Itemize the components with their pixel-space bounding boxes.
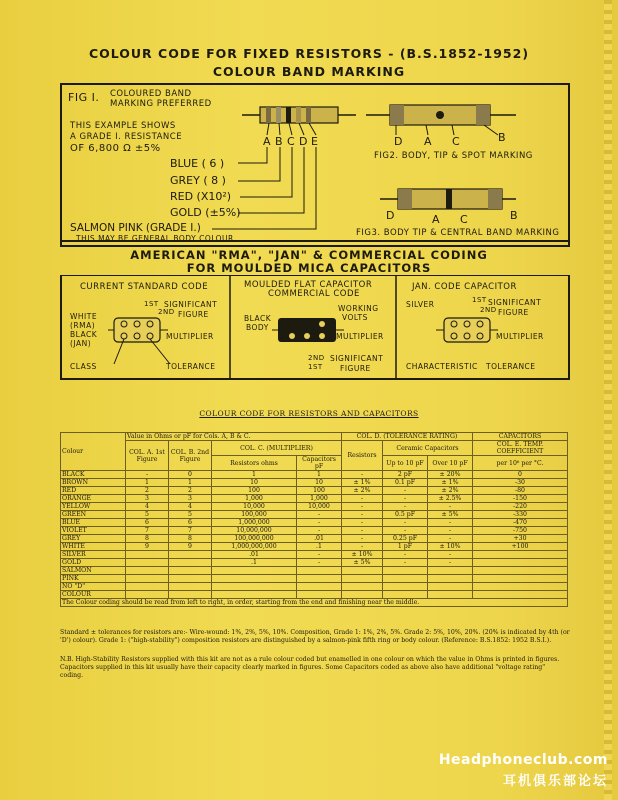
colour-name-cell: GREY: [61, 535, 126, 543]
table-cell: [297, 575, 342, 583]
mica-flat-black-label: BLACK: [244, 314, 272, 323]
mica-jan-second-label: 2ND: [480, 306, 497, 314]
table-cell: [297, 591, 342, 599]
mica-heading-2: FOR MOULDED MICA CAPACITORS: [186, 261, 432, 275]
header-col-e-2: COL. E. TEMP. COEFFICIENT: [473, 441, 568, 456]
table-cell: 7: [126, 527, 169, 535]
fig3-letter-a: A: [432, 213, 441, 226]
table-cell: [342, 591, 383, 599]
table-cell: [297, 583, 342, 591]
mica-tolerance-label: TOLERANCE: [166, 362, 216, 371]
header-up-to-10: Up to 10 pF: [383, 456, 428, 471]
table-row: [61, 583, 568, 591]
fig1-colour-blue: BLUE ( 6 ): [170, 157, 225, 170]
mica-heading-1: AMERICAN "RMA", "JAN" & COMMERCIAL CODING: [130, 248, 488, 262]
table-cell: [212, 575, 297, 583]
table-cell: 9: [126, 543, 169, 551]
header-ceramic: Ceramic Capacitors: [383, 441, 473, 456]
table-cell: -: [383, 551, 428, 559]
table-cell: [169, 567, 212, 575]
watermark-forum: 耳机俱乐部论坛: [502, 774, 608, 789]
fig3-letter-c: C: [460, 213, 469, 226]
table-cell: -: [428, 519, 473, 527]
table-row: [61, 551, 568, 559]
colour-name-cell: BLACK: [61, 471, 126, 479]
table-cell: [297, 567, 342, 575]
mica-flat-working-label: WORKING: [338, 304, 379, 313]
table-cell: [169, 559, 212, 567]
mica-black-label: BLACK: [70, 330, 98, 339]
header-col-e-3: per 10⁶ per °C.: [473, 456, 568, 471]
table-row: [61, 487, 568, 495]
header-col-b: COL. B. 2nd Figure: [169, 441, 212, 471]
fig2-letter-c: C: [452, 135, 461, 148]
mica-flat-multiplier-label: MULTIPLIER: [336, 332, 384, 341]
fig1-body-note: THIS MAY BE GENERAL BODY COLOUR: [76, 234, 234, 243]
table-cell: +30: [473, 535, 568, 543]
table-cell: 10,000,000: [212, 527, 297, 535]
resistor-marking-box: [60, 83, 570, 247]
table-cell: -: [428, 503, 473, 511]
colour-name-cell: YELLOW: [61, 503, 126, 511]
colour-name-cell: BLUE: [61, 519, 126, 527]
table-cell: ± 10%: [342, 551, 383, 559]
colour-name-cell: BROWN: [61, 479, 126, 487]
table-cell: 5: [126, 511, 169, 519]
table-cell: -: [428, 551, 473, 559]
table-cell: [383, 567, 428, 575]
table-cell: 3: [126, 495, 169, 503]
tolerance-note: Standard ± tolerances for resistors are:- Wire-wound: 1%, 2%, 5%, 10%. Composition, Grade 1: 1%, 2%, 5%. Grade 2: 5%, 10%, 20%. (20% is indicated by 4th (or 'D') colour). Grade 1: ("high-stability") composition resistors are distinguished by a salmon-pink fifth ring or body colour. (Reference: B.S.1852: 1952 B.S.I.).: [60, 629, 570, 644]
fig1-band-b: B: [275, 135, 284, 148]
table-footer: The Colour coding should be read from left to right, in order, starting from the end and finishing near the middle.: [61, 599, 568, 607]
table-cell: 0: [169, 471, 212, 479]
mica-second-label: 2ND: [158, 308, 175, 316]
mica-rma-label: (RMA): [70, 321, 96, 330]
colour-code-table: [60, 432, 568, 618]
table-cell: 1: [212, 471, 297, 479]
mica-jan-significant-label: SIGNIFICANT: [488, 298, 542, 307]
table-cell: [342, 575, 383, 583]
table-cell: ± 1%: [428, 479, 473, 487]
table-cell: 1,000,000: [212, 519, 297, 527]
table-row: [61, 567, 568, 575]
table-cell: 2: [126, 487, 169, 495]
mica-multiplier-label: MULTIPLIER: [166, 332, 214, 341]
table-cell: -: [297, 519, 342, 527]
table-cell: ± 5%: [342, 559, 383, 567]
table-title: COLOUR CODE FOR RESISTORS AND CAPACITORS: [199, 409, 419, 418]
fig1-colour-gold: GOLD (±5%): [170, 206, 241, 219]
fig1-note1: COLOURED BAND: [110, 89, 192, 99]
colour-name-cell: ORANGE: [61, 495, 126, 503]
table-cell: [473, 551, 568, 559]
table-row: [61, 575, 568, 583]
table-cell: -: [428, 527, 473, 535]
colour-name-cell: GOLD: [61, 559, 126, 567]
header-col-a: COL. A. 1st Figure: [126, 441, 169, 471]
mica-flat-significant-label: SIGNIFICANT: [330, 354, 384, 363]
mica-flat-title-2: COMMERCIAL CODE: [268, 289, 360, 299]
table-cell: -: [428, 559, 473, 567]
colour-name-cell: COLOUR: [61, 591, 126, 599]
table-cell: [383, 583, 428, 591]
table-cell: 100,000,000: [212, 535, 297, 543]
high-stability-note: N.B. High-Stability Resistors supplied with this kit are not as a rule colour coded but enamelled in one colour on which the value in Ohms is printed in figures. Capacitors supplied in this kit usually have their capacity clearly marked in figures. Some Capacitors coded as above also have additional "voltage rating" coding.: [60, 656, 560, 679]
mica-jan-first-label: 1ST: [472, 296, 487, 304]
table-cell: [212, 567, 297, 575]
page-subtitle: COLOUR BAND MARKING: [212, 64, 406, 79]
mica-current-title: CURRENT STANDARD CODE: [80, 282, 209, 292]
mica-jan-characteristic-label: CHARACTERISTIC: [406, 362, 478, 371]
watermark-site: Headphoneclub.com: [438, 752, 608, 768]
table-cell: 10,000: [212, 503, 297, 511]
table-cell: -: [297, 511, 342, 519]
fig1-example3: OF 6,800 Ω ±5%: [70, 143, 161, 154]
fig1-band-e: E: [311, 135, 319, 148]
table-cell: ± 1%: [342, 479, 383, 487]
mica-flat-figure-label: FIGURE: [340, 364, 371, 373]
table-cell: -220: [473, 503, 568, 511]
table-row: [61, 591, 568, 599]
header-c-resistors: Resistors ohms: [212, 456, 297, 471]
table-cell: -: [297, 559, 342, 567]
colour-name-cell: WHITE: [61, 543, 126, 551]
header-d-resistors: Resistors: [342, 441, 383, 471]
table-cell: 4: [126, 503, 169, 511]
table-cell: 100: [212, 487, 297, 495]
table-row: [61, 495, 568, 503]
table-cell: 100,000: [212, 511, 297, 519]
table-cell: -: [342, 543, 383, 551]
mica-white-label: WHITE: [70, 312, 98, 321]
table-cell: [212, 591, 297, 599]
table-cell: [428, 575, 473, 583]
table-cell: 1: [297, 471, 342, 479]
table-cell: -80: [473, 487, 568, 495]
table-cell: ± 20%: [428, 471, 473, 479]
table-cell: 0.5 pF: [383, 511, 428, 519]
table-cell: [169, 583, 212, 591]
table-cell: [126, 567, 169, 575]
fig1-band-d: D: [299, 135, 308, 148]
mica-jan-figure-label: FIGURE: [498, 308, 529, 317]
table-cell: 1,000: [297, 495, 342, 503]
table-cell: 10: [212, 479, 297, 487]
table-cell: ± 2%: [428, 487, 473, 495]
table-cell: [126, 583, 169, 591]
mica-figure-label: FIGURE: [178, 310, 209, 319]
mica-flat-second-label: 2ND: [308, 354, 325, 362]
table-cell: 3: [169, 495, 212, 503]
fig1-label: FIG I.: [68, 91, 100, 104]
table-cell: 9: [169, 543, 212, 551]
table-cell: 0.25 pF: [383, 535, 428, 543]
table-cell: [342, 567, 383, 575]
table-cell: [383, 575, 428, 583]
binding-edge: [604, 0, 612, 800]
colour-name-cell: SALMON: [61, 567, 126, 575]
header-colour: Colour: [61, 433, 126, 471]
colour-table: [60, 432, 568, 607]
colour-name-cell: VIOLET: [61, 527, 126, 535]
table-cell: -150: [473, 495, 568, 503]
table-cell: 2: [169, 487, 212, 495]
table-cell: [126, 591, 169, 599]
table-cell: -470: [473, 519, 568, 527]
table-row: [61, 535, 568, 543]
mica-flat-first-label: 1ST: [308, 363, 323, 371]
table-row: [61, 519, 568, 527]
table-cell: +100: [473, 543, 568, 551]
table-cell: ± 5%: [428, 511, 473, 519]
table-cell: -: [383, 519, 428, 527]
header-col-d: COL. D. (TOLERANCE RATING): [342, 433, 473, 441]
table-cell: 1,000: [212, 495, 297, 503]
mica-box: [60, 275, 570, 380]
table-row: [61, 559, 568, 567]
table-cell: .1: [212, 559, 297, 567]
table-cell: 6: [126, 519, 169, 527]
table-cell: .01: [297, 535, 342, 543]
mica-flat-title-1: MOULDED FLAT CAPACITOR: [244, 280, 373, 290]
table-cell: [169, 591, 212, 599]
header-over-10: Over 10 pF: [428, 456, 473, 471]
table-cell: [428, 583, 473, 591]
table-cell: 5: [169, 511, 212, 519]
fig2-letter-a: A: [424, 135, 433, 148]
header-col-c: COL. C. (MULTIPLIER): [212, 441, 342, 456]
table-body: [61, 471, 568, 599]
mica-flat-body-label: BODY: [246, 323, 269, 332]
table-cell: -: [342, 535, 383, 543]
table-cell: 1,000,000,000: [212, 543, 297, 551]
header-col-e-1: CAPACITORS: [473, 433, 568, 441]
table-cell: -: [342, 495, 383, 503]
table-cell: 6: [169, 519, 212, 527]
fig1-note2: MARKING PREFERRED: [110, 99, 212, 109]
table-cell: ± 10%: [428, 543, 473, 551]
table-cell: [383, 591, 428, 599]
header-c-capacitors: Capacitors pF: [297, 456, 342, 471]
fig2-letter-b: B: [498, 131, 507, 144]
table-cell: -330: [473, 511, 568, 519]
fig1-band-c: C: [287, 135, 296, 148]
fig1-example2: A GRADE I. RESISTANCE: [70, 132, 183, 142]
mica-jan-silver-label: SILVER: [406, 300, 435, 309]
table-cell: -: [383, 503, 428, 511]
table-cell: ± 2.5%: [428, 495, 473, 503]
fig1-colour-red: RED (X10²): [170, 190, 232, 203]
table-cell: -: [342, 527, 383, 535]
table-cell: 0.1 pF: [383, 479, 428, 487]
table-cell: -750: [473, 527, 568, 535]
table-row: [61, 527, 568, 535]
table-cell: 4: [169, 503, 212, 511]
fig2-caption: FIG2. BODY, TIP & SPOT MARKING: [374, 151, 533, 161]
table-cell: [212, 583, 297, 591]
table-cell: -: [383, 559, 428, 567]
table-cell: 1: [169, 479, 212, 487]
colour-name-cell: NO "D": [61, 583, 126, 591]
table-cell: -: [297, 527, 342, 535]
table-cell: [473, 591, 568, 599]
table-cell: -: [383, 495, 428, 503]
table-cell: 1 pF: [383, 543, 428, 551]
table-cell: 1: [126, 479, 169, 487]
table-cell: [428, 591, 473, 599]
table-cell: [473, 567, 568, 575]
table-cell: 7: [169, 527, 212, 535]
table-cell: [473, 575, 568, 583]
colour-name-cell: GREEN: [61, 511, 126, 519]
header-value: Value in Ohms or pF for Cols. A, B & C.: [126, 433, 342, 441]
colour-name-cell: SILVER: [61, 551, 126, 559]
table-cell: 10: [297, 479, 342, 487]
table-cell: -: [126, 471, 169, 479]
table-cell: -: [297, 551, 342, 559]
table-cell: [342, 583, 383, 591]
table-cell: [126, 559, 169, 567]
fig1-colour-grey: GREY ( 8 ): [170, 174, 226, 187]
table-cell: 8: [169, 535, 212, 543]
colour-name-cell: PINK: [61, 575, 126, 583]
table-cell: -: [342, 471, 383, 479]
table-row: [61, 503, 568, 511]
table-cell: ± 2%: [342, 487, 383, 495]
table-cell: [169, 575, 212, 583]
table-cell: -: [383, 527, 428, 535]
fig1-example1: THIS EXAMPLE SHOWS: [70, 121, 176, 131]
fig3-letter-d: D: [386, 209, 395, 222]
fig1-colour-salmon: SALMON PINK (GRADE I.): [70, 222, 201, 234]
colour-name-cell: RED: [61, 487, 126, 495]
table-cell: [473, 583, 568, 591]
table-cell: -: [342, 519, 383, 527]
mica-significant-label: SIGNIFICANT: [164, 300, 218, 309]
table-cell: -: [342, 511, 383, 519]
table-cell: -: [342, 503, 383, 511]
table-cell: [126, 551, 169, 559]
mica-class-label: CLASS: [70, 362, 97, 371]
table-cell: 10,000: [297, 503, 342, 511]
table-cell: 8: [126, 535, 169, 543]
table-cell: 0: [473, 471, 568, 479]
table-cell: .01: [212, 551, 297, 559]
mica-flat-volts-label: VOLTS: [342, 313, 368, 322]
table-cell: 100: [297, 487, 342, 495]
fig2-letter-d: D: [394, 135, 403, 148]
mica-jan-title: JAN. CODE CAPACITOR: [412, 282, 517, 292]
mica-jan-tolerance-label: TOLERANCE: [486, 362, 536, 371]
mica-jan-multiplier-label: MULTIPLIER: [496, 332, 544, 341]
page-title: COLOUR CODE FOR FIXED RESISTORS - (B.S.1852-1952): [88, 46, 530, 61]
table-cell: [473, 559, 568, 567]
mica-jan-label: (JAN): [70, 339, 92, 348]
table-cell: [126, 575, 169, 583]
mica-first-label: 1ST: [144, 300, 159, 308]
fig1-drawing: [62, 85, 568, 245]
table-cell: -: [428, 535, 473, 543]
table-row: [61, 543, 568, 551]
table-row: [61, 511, 568, 519]
fig3-caption: FIG3. BODY TIP & CENTRAL BAND MARKING: [356, 228, 560, 238]
table-cell: [428, 567, 473, 575]
fig1-band-a: A: [263, 135, 272, 148]
table-cell: .1: [297, 543, 342, 551]
table-cell: [169, 551, 212, 559]
table-cell: -: [383, 487, 428, 495]
table-row: [61, 471, 568, 479]
table-cell: -30: [473, 479, 568, 487]
table-row: [61, 479, 568, 487]
table-cell: 2 pF: [383, 471, 428, 479]
fig3-letter-b: B: [510, 209, 519, 222]
